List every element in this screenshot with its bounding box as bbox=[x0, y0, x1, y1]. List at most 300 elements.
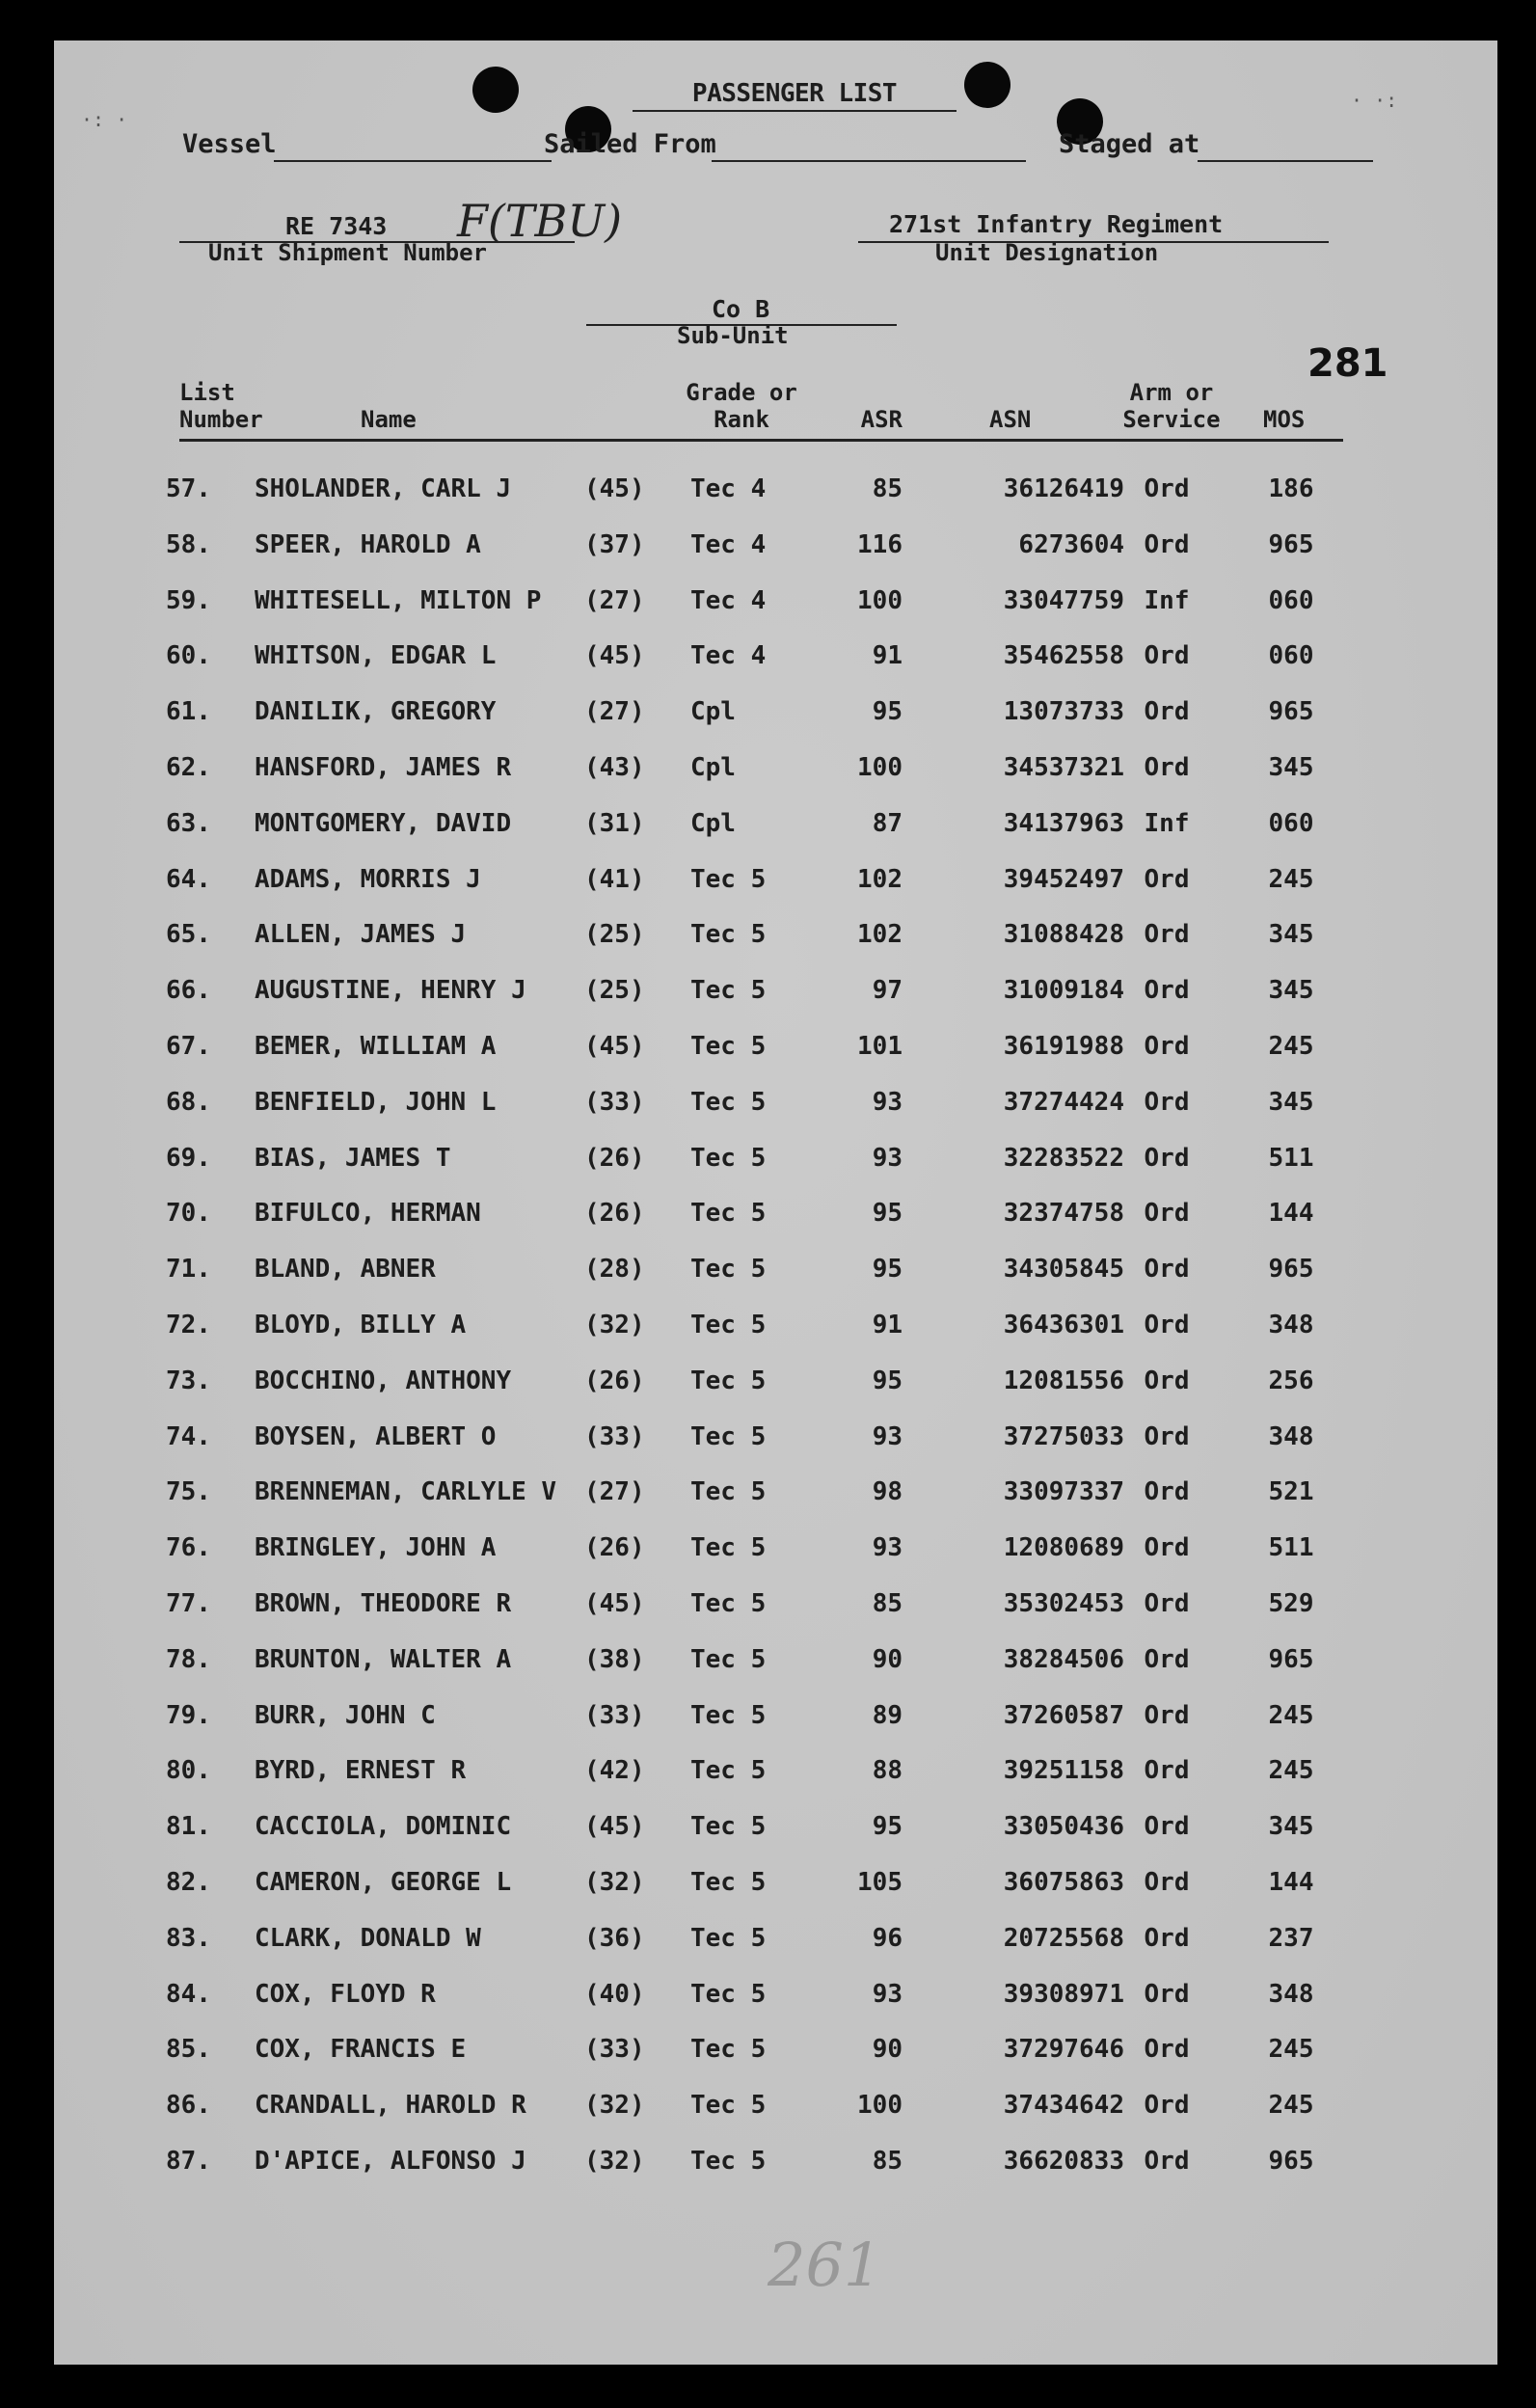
cell-asn: 13073733 bbox=[1003, 697, 1124, 727]
cell-num: 74. bbox=[166, 1421, 211, 1451]
cell-arm: Ord bbox=[1144, 1087, 1190, 1117]
cell-arm: Ord bbox=[1144, 752, 1190, 782]
cell-arm: Ord bbox=[1144, 1756, 1190, 1786]
cell-grade: Tec 5 bbox=[690, 976, 767, 1006]
cell-asn: 32283522 bbox=[1003, 1143, 1124, 1173]
cell-arm: Inf bbox=[1144, 585, 1190, 615]
cell-asn: 37434642 bbox=[1003, 2091, 1124, 2121]
unit-designation-label: Unit Designation bbox=[935, 239, 1159, 266]
cell-mos: 345 bbox=[1268, 920, 1314, 950]
cell-num: 77. bbox=[166, 1588, 211, 1618]
cell-name: COX, FLOYD R bbox=[255, 1979, 436, 2009]
cell-num: 83. bbox=[166, 1923, 211, 1953]
col-header-grade: Grade or Rank bbox=[686, 379, 797, 433]
cell-grade: Tec 4 bbox=[690, 641, 767, 671]
cell-mos: 511 bbox=[1268, 1533, 1314, 1563]
cell-age: (27) bbox=[584, 1477, 645, 1507]
cell-grade: Tec 5 bbox=[690, 1087, 767, 1117]
cell-asr: 90 bbox=[872, 2035, 903, 2065]
cell-name: BYRD, ERNEST R bbox=[255, 1756, 467, 1786]
cell-num: 64. bbox=[166, 864, 211, 894]
cell-mos: 060 bbox=[1268, 585, 1314, 615]
document-title: PASSENGER LIST bbox=[691, 79, 898, 108]
cell-mos: 245 bbox=[1268, 1756, 1314, 1786]
cell-age: (27) bbox=[584, 585, 645, 615]
cell-asn: 36075863 bbox=[1003, 1867, 1124, 1897]
cell-num: 60. bbox=[166, 641, 211, 671]
cell-arm: Ord bbox=[1144, 920, 1190, 950]
cell-age: (31) bbox=[584, 808, 645, 838]
title-underline bbox=[633, 110, 957, 112]
cell-arm: Ord bbox=[1144, 1700, 1190, 1730]
cell-asn: 36126419 bbox=[1003, 474, 1124, 503]
cell-grade: Tec 5 bbox=[690, 920, 767, 950]
sailed-from-label: Sailed From bbox=[544, 129, 716, 159]
cell-asn: 12080689 bbox=[1003, 1533, 1124, 1563]
cell-grade: Tec 5 bbox=[690, 1533, 767, 1563]
cell-num: 61. bbox=[166, 697, 211, 727]
cell-grade: Tec 5 bbox=[690, 2146, 767, 2176]
cell-grade: Tec 5 bbox=[690, 1199, 767, 1229]
cell-arm: Ord bbox=[1144, 1421, 1190, 1451]
cell-asr: 105 bbox=[857, 1867, 903, 1897]
cell-arm: Inf bbox=[1144, 808, 1190, 838]
cell-asr: 100 bbox=[857, 2091, 903, 2121]
col-header-asn: ASN bbox=[989, 406, 1032, 433]
table-row bbox=[54, 1243, 1497, 1299]
cell-asr: 95 bbox=[872, 1366, 903, 1395]
cell-arm: Ord bbox=[1144, 1979, 1190, 2009]
table-row bbox=[54, 742, 1497, 798]
cell-grade: Tec 5 bbox=[690, 1255, 767, 1285]
cell-arm: Ord bbox=[1144, 1255, 1190, 1285]
cell-grade: Cpl bbox=[690, 752, 736, 782]
cell-grade: Tec 4 bbox=[690, 474, 767, 503]
cell-mos: 245 bbox=[1268, 1700, 1314, 1730]
table-row bbox=[54, 908, 1497, 964]
table-row bbox=[54, 686, 1497, 742]
cell-arm: Ord bbox=[1144, 1867, 1190, 1897]
cell-num: 80. bbox=[166, 1756, 211, 1786]
table-row bbox=[54, 575, 1497, 631]
cell-mos: 345 bbox=[1268, 1812, 1314, 1842]
cell-name: BIAS, JAMES T bbox=[255, 1143, 451, 1173]
cell-mos: 245 bbox=[1268, 1031, 1314, 1061]
cell-num: 78. bbox=[166, 1644, 211, 1674]
cell-grade: Tec 5 bbox=[690, 1588, 767, 1618]
cell-name: BLOYD, BILLY A bbox=[255, 1310, 467, 1339]
cell-arm: Ord bbox=[1144, 2035, 1190, 2065]
cell-name: BROWN, THEODORE R bbox=[255, 1588, 512, 1618]
cell-asr: 87 bbox=[872, 808, 903, 838]
cell-asn: 20725568 bbox=[1003, 1923, 1124, 1953]
cell-arm: Ord bbox=[1144, 976, 1190, 1006]
cell-grade: Tec 4 bbox=[690, 585, 767, 615]
table-row bbox=[54, 853, 1497, 909]
cell-asn: 36436301 bbox=[1003, 1310, 1124, 1339]
cell-asr: 93 bbox=[872, 1087, 903, 1117]
page-number: 281 bbox=[1307, 341, 1388, 386]
paper-specks: ·: · bbox=[81, 108, 128, 131]
cell-grade: Tec 5 bbox=[690, 864, 767, 894]
cell-grade: Tec 5 bbox=[690, 1143, 767, 1173]
cell-asr: 85 bbox=[872, 474, 903, 503]
cell-age: (33) bbox=[584, 2035, 645, 2065]
cell-num: 63. bbox=[166, 808, 211, 838]
table-row bbox=[54, 463, 1497, 519]
cell-grade: Tec 5 bbox=[690, 1923, 767, 1953]
punch-hole bbox=[472, 67, 519, 113]
cell-num: 58. bbox=[166, 529, 211, 559]
cell-num: 82. bbox=[166, 1867, 211, 1897]
cell-grade: Tec 5 bbox=[690, 1644, 767, 1674]
cell-asn: 37297646 bbox=[1003, 2035, 1124, 2065]
table-row bbox=[54, 1187, 1497, 1243]
cell-asr: 93 bbox=[872, 1979, 903, 2009]
cell-mos: 965 bbox=[1268, 1644, 1314, 1674]
cell-asr: 96 bbox=[872, 1923, 903, 1953]
sub-unit-label: Sub-Unit bbox=[677, 322, 789, 349]
cell-name: BLAND, ABNER bbox=[255, 1255, 436, 1285]
cell-mos: 965 bbox=[1268, 697, 1314, 727]
table-row bbox=[54, 1912, 1497, 1968]
cell-asr: 90 bbox=[872, 1644, 903, 1674]
unit-designation: 271st Infantry Regiment bbox=[889, 210, 1224, 238]
cell-num: 71. bbox=[166, 1255, 211, 1285]
cell-num: 66. bbox=[166, 976, 211, 1006]
cell-asr: 85 bbox=[872, 1588, 903, 1618]
punch-hole bbox=[964, 62, 1011, 108]
cell-arm: Ord bbox=[1144, 474, 1190, 503]
cell-asn: 37260587 bbox=[1003, 1700, 1124, 1730]
handwritten-annotation: F(TBU) bbox=[457, 195, 623, 247]
table-row bbox=[54, 1745, 1497, 1800]
cell-asn: 37275033 bbox=[1003, 1421, 1124, 1451]
cell-name: SPEER, HAROLD A bbox=[255, 529, 481, 559]
cell-age: (26) bbox=[584, 1366, 645, 1395]
table-row bbox=[54, 1968, 1497, 2024]
cell-name: WHITSON, EDGAR L bbox=[255, 641, 497, 671]
cell-arm: Ord bbox=[1144, 1588, 1190, 1618]
cell-name: BOYSEN, ALBERT O bbox=[255, 1421, 497, 1451]
cell-asn: 32374758 bbox=[1003, 1199, 1124, 1229]
cell-name: BRUNTON, WALTER A bbox=[255, 1644, 512, 1674]
cell-grade: Tec 5 bbox=[690, 1477, 767, 1507]
cell-name: WHITESELL, MILTON P bbox=[255, 585, 542, 615]
cell-arm: Ord bbox=[1144, 1923, 1190, 1953]
table-row bbox=[54, 1411, 1497, 1467]
cell-name: BRINGLEY, JOHN A bbox=[255, 1533, 497, 1563]
cell-mos: 237 bbox=[1268, 1923, 1314, 1953]
cell-age: (33) bbox=[584, 1700, 645, 1730]
table-row bbox=[54, 1578, 1497, 1634]
table-row bbox=[54, 2135, 1497, 2191]
sub-unit: Co B bbox=[712, 295, 770, 323]
cell-age: (28) bbox=[584, 1255, 645, 1285]
table-row bbox=[54, 1299, 1497, 1355]
table-row bbox=[54, 1856, 1497, 1912]
cell-asn: 39308971 bbox=[1003, 1979, 1124, 2009]
table-row bbox=[54, 1076, 1497, 1132]
unit-shipment-label: Unit Shipment Number bbox=[208, 239, 487, 266]
staged-at-label: Staged at bbox=[1059, 129, 1200, 159]
cell-age: (25) bbox=[584, 920, 645, 950]
cell-age: (40) bbox=[584, 1979, 645, 2009]
cell-name: HANSFORD, JAMES R bbox=[255, 752, 512, 782]
cell-asn: 6273604 bbox=[1018, 529, 1124, 559]
cell-num: 75. bbox=[166, 1477, 211, 1507]
cell-mos: 060 bbox=[1268, 808, 1314, 838]
cell-asn: 12081556 bbox=[1003, 1366, 1124, 1395]
cell-name: BIFULCO, HERMAN bbox=[255, 1199, 481, 1229]
table-row bbox=[54, 798, 1497, 853]
cell-arm: Ord bbox=[1144, 1031, 1190, 1061]
col-header-asr: ASR bbox=[860, 406, 903, 433]
cell-asn: 33047759 bbox=[1003, 585, 1124, 615]
cell-num: 81. bbox=[166, 1812, 211, 1842]
cell-asn: 39452497 bbox=[1003, 864, 1124, 894]
cell-asr: 91 bbox=[872, 1310, 903, 1339]
cell-arm: Ord bbox=[1144, 529, 1190, 559]
table-row bbox=[54, 1634, 1497, 1690]
header-underline bbox=[179, 439, 1343, 442]
cell-num: 86. bbox=[166, 2091, 211, 2121]
cell-num: 59. bbox=[166, 585, 211, 615]
cell-arm: Ord bbox=[1144, 641, 1190, 671]
cell-num: 84. bbox=[166, 1979, 211, 2009]
cell-asn: 34305845 bbox=[1003, 1255, 1124, 1285]
table-row bbox=[54, 1466, 1497, 1522]
cell-arm: Ord bbox=[1144, 2146, 1190, 2176]
cell-name: CRANDALL, HAROLD R bbox=[255, 2091, 526, 2121]
cell-num: 72. bbox=[166, 1310, 211, 1339]
table-row bbox=[54, 1132, 1497, 1188]
cell-age: (41) bbox=[584, 864, 645, 894]
cell-age: (36) bbox=[584, 1923, 645, 1953]
cell-asn: 38284506 bbox=[1003, 1644, 1124, 1674]
cell-arm: Ord bbox=[1144, 1477, 1190, 1507]
table-row bbox=[54, 630, 1497, 686]
cell-grade: Cpl bbox=[690, 808, 736, 838]
cell-num: 68. bbox=[166, 1087, 211, 1117]
cell-asr: 100 bbox=[857, 585, 903, 615]
cell-age: (45) bbox=[584, 641, 645, 671]
cell-grade: Tec 5 bbox=[690, 2091, 767, 2121]
col-header-name: Name bbox=[361, 406, 417, 433]
unit-shipment-number: RE 7343 bbox=[285, 212, 388, 240]
cell-num: 79. bbox=[166, 1700, 211, 1730]
cell-arm: Ord bbox=[1144, 1310, 1190, 1339]
cell-mos: 965 bbox=[1268, 2146, 1314, 2176]
cell-asr: 85 bbox=[872, 2146, 903, 2176]
cell-asn: 36191988 bbox=[1003, 1031, 1124, 1061]
cell-asn: 34537321 bbox=[1003, 752, 1124, 782]
cell-num: 57. bbox=[166, 474, 211, 503]
cell-arm: Ord bbox=[1144, 1533, 1190, 1563]
cell-asn: 33097337 bbox=[1003, 1477, 1124, 1507]
cell-name: BENFIELD, JOHN L bbox=[255, 1087, 497, 1117]
cell-name: BRENNEMAN, CARLYLE V bbox=[255, 1477, 557, 1507]
cell-num: 76. bbox=[166, 1533, 211, 1563]
cell-name: COX, FRANCIS E bbox=[255, 2035, 467, 2065]
pencil-annotation: 261 bbox=[768, 2230, 882, 2300]
table-row bbox=[54, 964, 1497, 1020]
passenger-table bbox=[54, 463, 1497, 2191]
cell-name: ADAMS, MORRIS J bbox=[255, 864, 481, 894]
cell-mos: 144 bbox=[1268, 1199, 1314, 1229]
cell-name: CACCIOLA, DOMINIC bbox=[255, 1812, 512, 1842]
cell-asn: 37274424 bbox=[1003, 1087, 1124, 1117]
cell-age: (45) bbox=[584, 1031, 645, 1061]
cell-asn: 35462558 bbox=[1003, 641, 1124, 671]
cell-asr: 95 bbox=[872, 1812, 903, 1842]
cell-mos: 256 bbox=[1268, 1366, 1314, 1395]
table-row bbox=[54, 1690, 1497, 1745]
cell-mos: 521 bbox=[1268, 1477, 1314, 1507]
cell-asr: 89 bbox=[872, 1700, 903, 1730]
cell-asr: 101 bbox=[857, 1031, 903, 1061]
cell-num: 69. bbox=[166, 1143, 211, 1173]
cell-age: (26) bbox=[584, 1533, 645, 1563]
cell-age: (25) bbox=[584, 976, 645, 1006]
cell-mos: 186 bbox=[1268, 474, 1314, 503]
cell-arm: Ord bbox=[1144, 2091, 1190, 2121]
cell-mos: 345 bbox=[1268, 976, 1314, 1006]
cell-mos: 965 bbox=[1268, 1255, 1314, 1285]
cell-grade: Tec 5 bbox=[690, 1366, 767, 1395]
cell-name: BEMER, WILLIAM A bbox=[255, 1031, 497, 1061]
cell-mos: 965 bbox=[1268, 529, 1314, 559]
cell-asn: 31009184 bbox=[1003, 976, 1124, 1006]
cell-arm: Ord bbox=[1144, 1143, 1190, 1173]
cell-age: (45) bbox=[584, 474, 645, 503]
cell-mos: 348 bbox=[1268, 1421, 1314, 1451]
table-row bbox=[54, 1355, 1497, 1411]
cell-num: 85. bbox=[166, 2035, 211, 2065]
cell-age: (37) bbox=[584, 529, 645, 559]
cell-asr: 97 bbox=[872, 976, 903, 1006]
cell-asr: 100 bbox=[857, 752, 903, 782]
cell-asr: 88 bbox=[872, 1756, 903, 1786]
cell-asr: 116 bbox=[857, 529, 903, 559]
cell-name: ALLEN, JAMES J bbox=[255, 920, 467, 950]
cell-mos: 348 bbox=[1268, 1310, 1314, 1339]
cell-name: D'APICE, ALFONSO J bbox=[255, 2146, 526, 2176]
cell-grade: Tec 5 bbox=[690, 1979, 767, 2009]
cell-mos: 511 bbox=[1268, 1143, 1314, 1173]
cell-num: 70. bbox=[166, 1199, 211, 1229]
cell-num: 67. bbox=[166, 1031, 211, 1061]
cell-asr: 93 bbox=[872, 1421, 903, 1451]
cell-age: (45) bbox=[584, 1588, 645, 1618]
sailed-from-line bbox=[712, 160, 1026, 162]
cell-asr: 102 bbox=[857, 864, 903, 894]
cell-age: (42) bbox=[584, 1756, 645, 1786]
cell-name: MONTGOMERY, DAVID bbox=[255, 808, 512, 838]
cell-num: 65. bbox=[166, 920, 211, 950]
cell-arm: Ord bbox=[1144, 1199, 1190, 1229]
cell-asn: 31088428 bbox=[1003, 920, 1124, 950]
cell-mos: 345 bbox=[1268, 752, 1314, 782]
cell-grade: Tec 5 bbox=[690, 1812, 767, 1842]
cell-asr: 102 bbox=[857, 920, 903, 950]
table-row bbox=[54, 2023, 1497, 2079]
cell-age: (32) bbox=[584, 1310, 645, 1339]
col-header-list-number: List Number bbox=[179, 379, 263, 433]
cell-arm: Ord bbox=[1144, 864, 1190, 894]
table-row bbox=[54, 2079, 1497, 2135]
document-page bbox=[54, 41, 1497, 2365]
cell-age: (33) bbox=[584, 1087, 645, 1117]
cell-name: SHOLANDER, CARL J bbox=[255, 474, 512, 503]
cell-age: (43) bbox=[584, 752, 645, 782]
cell-age: (33) bbox=[584, 1421, 645, 1451]
cell-age: (32) bbox=[584, 2146, 645, 2176]
cell-asr: 95 bbox=[872, 1255, 903, 1285]
cell-age: (45) bbox=[584, 1812, 645, 1842]
cell-asn: 39251158 bbox=[1003, 1756, 1124, 1786]
cell-arm: Ord bbox=[1144, 697, 1190, 727]
cell-age: (38) bbox=[584, 1644, 645, 1674]
cell-name: DANILIK, GREGORY bbox=[255, 697, 497, 727]
cell-age: (32) bbox=[584, 1867, 645, 1897]
cell-mos: 348 bbox=[1268, 1979, 1314, 2009]
cell-name: AUGUSTINE, HENRY J bbox=[255, 976, 526, 1006]
vessel-line bbox=[274, 160, 552, 162]
table-row bbox=[54, 1020, 1497, 1076]
cell-mos: 060 bbox=[1268, 641, 1314, 671]
cell-arm: Ord bbox=[1144, 1812, 1190, 1842]
cell-name: BOCCHINO, ANTHONY bbox=[255, 1366, 512, 1395]
cell-name: BURR, JOHN C bbox=[255, 1700, 436, 1730]
cell-arm: Ord bbox=[1144, 1366, 1190, 1395]
cell-asr: 93 bbox=[872, 1143, 903, 1173]
col-header-mos: MOS bbox=[1263, 406, 1306, 433]
table-row bbox=[54, 1522, 1497, 1578]
cell-asn: 34137963 bbox=[1003, 808, 1124, 838]
col-header-arm-service: Arm or Service bbox=[1122, 379, 1221, 433]
cell-mos: 245 bbox=[1268, 2035, 1314, 2065]
cell-mos: 245 bbox=[1268, 2091, 1314, 2121]
vessel-label: Vessel bbox=[182, 129, 277, 159]
cell-grade: Cpl bbox=[690, 697, 736, 727]
cell-grade: Tec 5 bbox=[690, 2035, 767, 2065]
cell-grade: Tec 5 bbox=[690, 1756, 767, 1786]
cell-grade: Tec 5 bbox=[690, 1031, 767, 1061]
table-row bbox=[54, 519, 1497, 575]
cell-mos: 529 bbox=[1268, 1588, 1314, 1618]
cell-asn: 33050436 bbox=[1003, 1812, 1124, 1842]
cell-asn: 36620833 bbox=[1003, 2146, 1124, 2176]
cell-age: (32) bbox=[584, 2091, 645, 2121]
cell-asr: 98 bbox=[872, 1477, 903, 1507]
cell-age: (27) bbox=[584, 697, 645, 727]
cell-name: CAMERON, GEORGE L bbox=[255, 1867, 512, 1897]
paper-specks: · ·: bbox=[1351, 89, 1398, 112]
cell-name: CLARK, DONALD W bbox=[255, 1923, 481, 1953]
table-row bbox=[54, 1800, 1497, 1856]
cell-grade: Tec 4 bbox=[690, 529, 767, 559]
cell-age: (26) bbox=[584, 1199, 645, 1229]
cell-mos: 144 bbox=[1268, 1867, 1314, 1897]
cell-asr: 95 bbox=[872, 1199, 903, 1229]
cell-grade: Tec 5 bbox=[690, 1700, 767, 1730]
cell-mos: 345 bbox=[1268, 1087, 1314, 1117]
cell-age: (26) bbox=[584, 1143, 645, 1173]
cell-mos: 245 bbox=[1268, 864, 1314, 894]
staged-at-line bbox=[1198, 160, 1373, 162]
cell-num: 62. bbox=[166, 752, 211, 782]
